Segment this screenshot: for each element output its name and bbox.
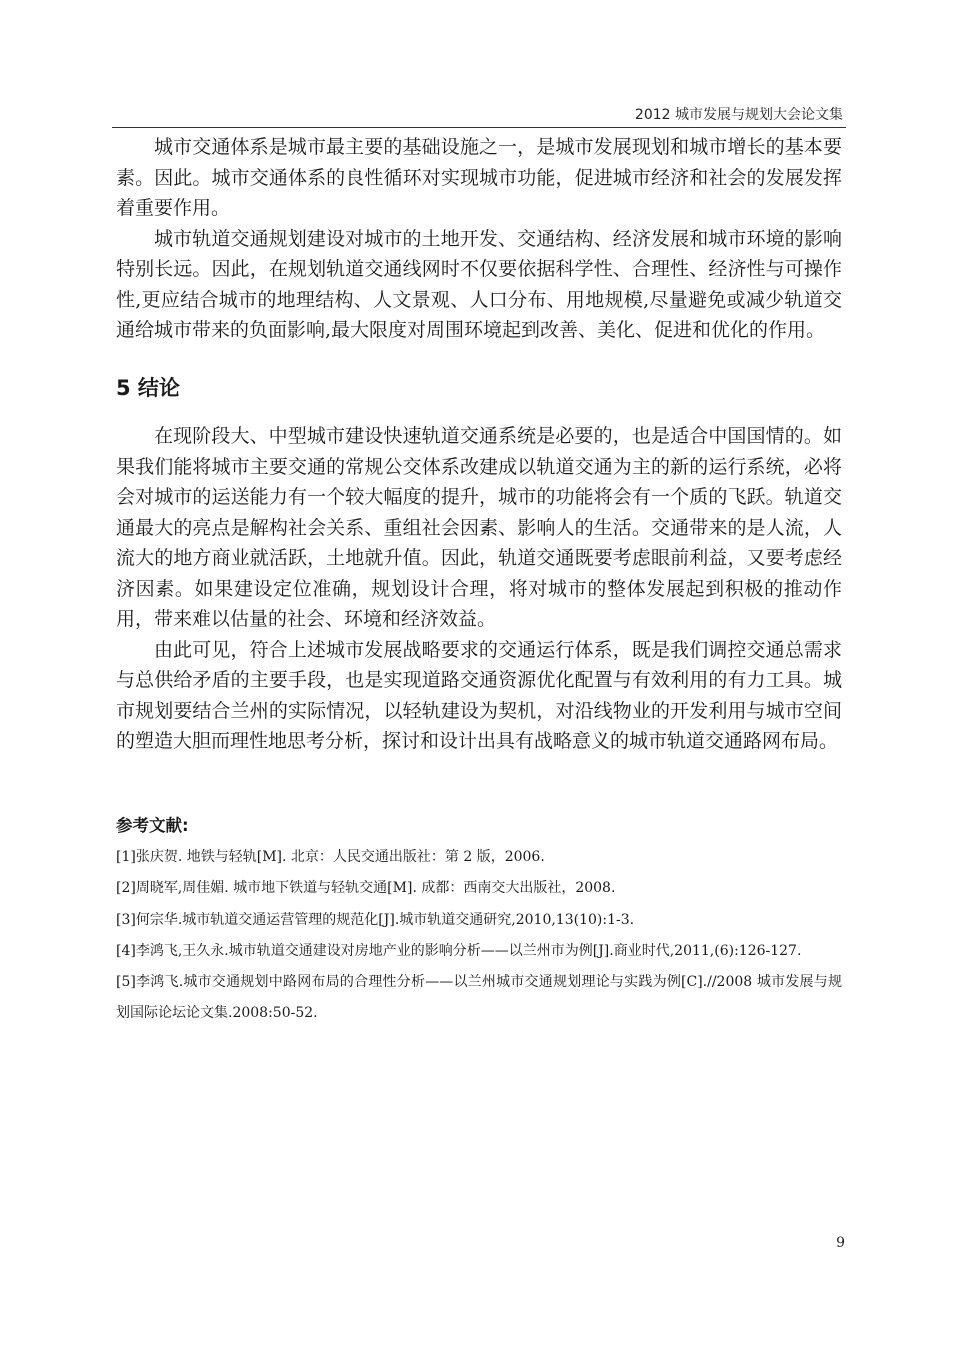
reference-item: [1]张庆贺. 地铁与轻轨[M]. 北京：人民交通出版社：第 2 版，2006.: [116, 849, 545, 865]
paragraph: 城市轨道交通规划建设对城市的土地开发、交通结构、经济发展和城市环境的影响特别长远。因此，在规划轨道交通线网时不仅要依据科学性、合理性、经济性与可操作性,更应结合城市的地理结构、人文景观、人口分布、用地规模,尽量避免或减少轨道交通给城市带来的负面影响,最大限度对周围环境起到改善、美化、促进和优化的作用。: [116, 227, 842, 341]
paragraph: 城市交通体系是城市最主要的基础设施之一，是城市发展现划和城市增长的基本要素。因此。城市交通体系的良性循环对实现城市功能，促进城市经济和社会的发展发挥着重要作用。: [116, 136, 842, 219]
page-number: 9: [836, 1235, 845, 1251]
section-heading: 5 结论: [116, 376, 180, 400]
reference-item: [5]李鸿飞.城市交通规划中路网布局的合理性分析——以兰州城市交通规划理论与实践为例[C].//2008 城市发展与规划国际论坛论文集.2008:50-52.: [116, 974, 842, 1022]
header-rule: [112, 127, 846, 128]
paragraph: 由此可见，符合上述城市发展战略要求的交通运行体系，既是我们调控交通总需求与总供给矛盾的主要手段，也是实现道路交通资源优化配置与有效利用的有力工具。城市规划要结合兰州的实际情况，以轻轨建设为契机，对沿线物业的开发利用与城市空间的塑造大胆而理性地思考分析，探讨和设计出具有战略意义的城市轨道交通路网布局。: [116, 638, 842, 752]
reference-item: [4]李鸿飞,王久永.城市轨道交通建设对房地产业的影响分析——以兰州市为例[J].商业时代,2011,(6):126-127.: [116, 942, 802, 959]
body-section-conclusion: [116, 421, 842, 757]
body-section-top: [116, 132, 842, 346]
reference-item: [2]周晓军,周佳媚. 城市地下铁道与轻轨交通[M]. 成都：西南交大出版社，2008.: [116, 880, 616, 897]
references-heading: 参考文献:: [116, 816, 189, 835]
reference-item: [3]何宗华.城市轨道交通运营管理的规范化[J].城市轨道交通研究,2010,13(10):1-3.: [116, 911, 635, 928]
paragraph: 在现阶段大、中型城市建设快速轨道交通系统是必要的，也是适合中国国情的。如果我们能将城市主要交通的常规公交体系改建成以轨道交通为主的新的运行系统，必将会对城市的运送能力有一个较大幅度的提升，城市的功能将会有一个质的飞跃。轨道交通最大的亮点是解构社会关系、重组社会因素、影响人的生活。交通带来的是人流，人流大的地方商业就活跃，土地就升值。因此，轨道交通既要考虑眼前利益，又要考虑经济因素。如果建设定位准确，规划设计合理，将对城市的整体发展起到积极的推动作用，带来难以估量的社会、环境和经济效益。: [116, 425, 842, 630]
running-header: 2012 城市发展与规划大会论文集: [634, 107, 843, 123]
references-list: [116, 842, 842, 1030]
